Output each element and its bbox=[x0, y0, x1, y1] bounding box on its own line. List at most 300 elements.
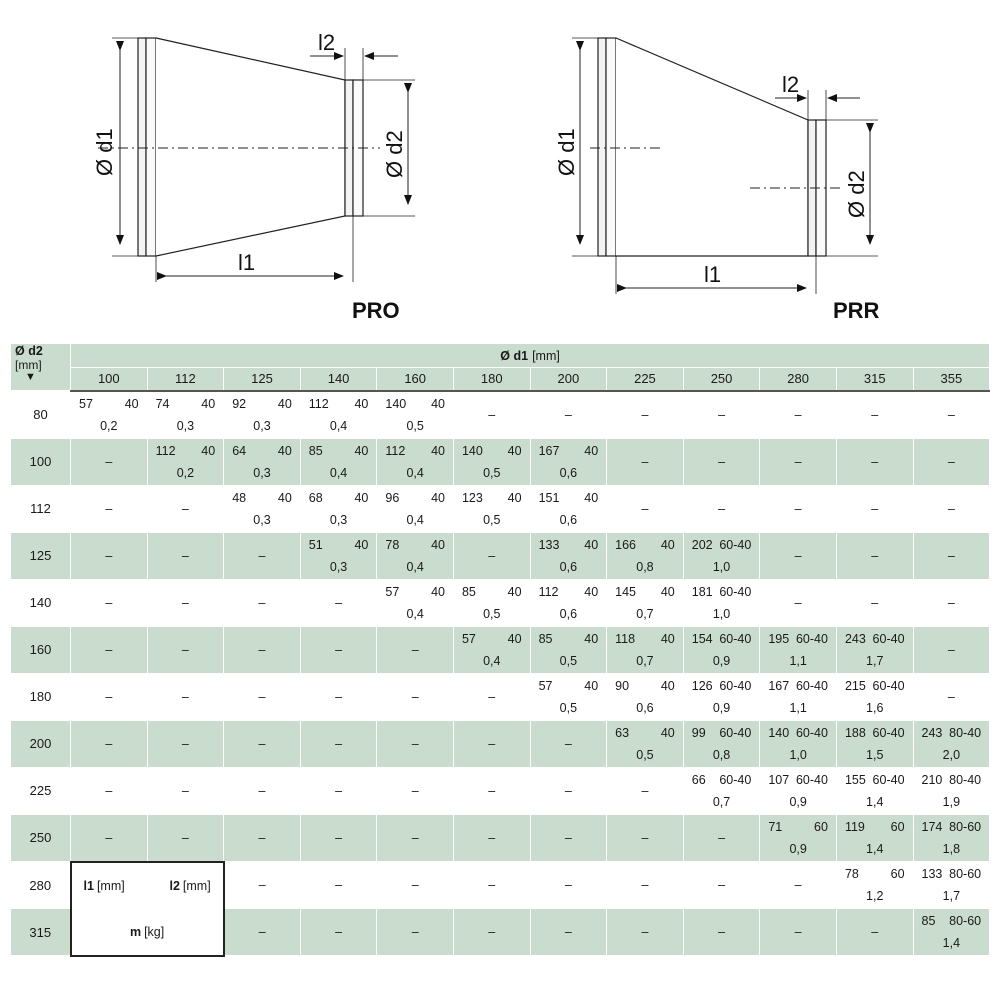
table-cell-empty: – bbox=[224, 532, 301, 579]
table-row bbox=[11, 767, 990, 814]
cell-l2-value: 40 bbox=[584, 490, 599, 505]
cell-l2-value: 60-40 bbox=[795, 631, 828, 646]
cell-l1-value: 51 bbox=[308, 537, 323, 552]
table-cell-empty: – bbox=[300, 673, 377, 720]
dimensions-table-container bbox=[10, 343, 990, 957]
table-cell-empty: – bbox=[224, 626, 301, 673]
table-cell-empty: – bbox=[71, 579, 148, 626]
cell-l1-value: 66 bbox=[691, 772, 706, 787]
table-cell bbox=[836, 673, 913, 720]
cell-l1-value: 96 bbox=[385, 490, 400, 505]
cell-mass-value: 0,5 bbox=[559, 700, 578, 715]
cell-l1-value: 243 bbox=[921, 725, 943, 740]
cell-mass-value: 1,5 bbox=[866, 747, 884, 762]
row-header-d2-80: 80 bbox=[11, 391, 71, 439]
legend-l1 bbox=[84, 879, 125, 893]
table-cell bbox=[530, 485, 607, 532]
prr-d2-label: Ø d2 bbox=[844, 170, 869, 218]
table-cell bbox=[683, 720, 760, 767]
table-cell-empty: – bbox=[147, 532, 224, 579]
cell-l1-value: 140 bbox=[461, 443, 483, 458]
table-row bbox=[11, 532, 990, 579]
table-cell-empty: – bbox=[377, 862, 454, 909]
cell-l1-value: 99 bbox=[691, 725, 706, 740]
cell-l1-value: 78 bbox=[385, 537, 400, 552]
cell-l1-value: 151 bbox=[538, 490, 560, 505]
table-cell-empty: – bbox=[147, 673, 224, 720]
cell-mass-value: 0,3 bbox=[329, 512, 348, 527]
table-cell bbox=[300, 438, 377, 485]
table-cell-empty: – bbox=[71, 485, 148, 532]
table-cell-empty: – bbox=[147, 814, 224, 862]
column-header-d1-315: 315 bbox=[836, 368, 913, 391]
table-cell-empty: – bbox=[760, 438, 837, 485]
cell-mass-value: 1,7 bbox=[942, 889, 961, 903]
table-cell bbox=[836, 626, 913, 673]
cell-mass-value: 0,9 bbox=[712, 700, 731, 715]
table-cell-empty: – bbox=[224, 673, 301, 720]
table-cell bbox=[683, 626, 760, 673]
table-cell bbox=[607, 626, 684, 673]
cell-mass-value: 1,6 bbox=[866, 700, 884, 715]
cell-mass-value: 0,8 bbox=[636, 559, 654, 574]
cell-l2-value: 40 bbox=[277, 490, 292, 505]
row-header-d2-100: 100 bbox=[11, 438, 71, 485]
cell-mass-value: 0,9 bbox=[712, 653, 731, 668]
table-cell bbox=[453, 579, 530, 626]
table-cell-empty: – bbox=[836, 485, 913, 532]
table-cell-empty: – bbox=[300, 862, 377, 909]
cell-mass-value: 0,6 bbox=[559, 606, 578, 621]
cell-mass-value: 0,3 bbox=[253, 465, 271, 480]
cell-l2-value: 40 bbox=[201, 396, 216, 411]
table-cell bbox=[530, 438, 607, 485]
cell-l2-value: 60-40 bbox=[872, 725, 905, 740]
cell-l1-value: 126 bbox=[691, 678, 713, 693]
table-cell bbox=[71, 391, 148, 439]
table-cell bbox=[377, 579, 454, 626]
table-cell bbox=[224, 391, 301, 439]
table-cell-empty: – bbox=[147, 626, 224, 673]
cell-l2-value: 40 bbox=[124, 396, 139, 411]
table-cell-empty: – bbox=[683, 438, 760, 485]
legend-l2 bbox=[169, 879, 210, 893]
technical-drawings bbox=[0, 0, 1000, 340]
table-cell bbox=[913, 814, 990, 862]
table-cell-empty: – bbox=[300, 909, 377, 956]
table-cell-empty: – bbox=[300, 720, 377, 767]
table-cell-empty: – bbox=[224, 579, 301, 626]
table-cell-empty: – bbox=[836, 438, 913, 485]
cell-l2-value: 60-40 bbox=[872, 631, 905, 646]
table-cell-empty: – bbox=[683, 391, 760, 439]
table-cell bbox=[760, 814, 837, 862]
prr-l2-label: l2 bbox=[782, 72, 800, 97]
cell-mass-value: 1,4 bbox=[866, 842, 884, 856]
table-cell-empty: – bbox=[300, 579, 377, 626]
legend-l1-unit: [mm] bbox=[96, 878, 125, 893]
table-cell-empty: – bbox=[453, 814, 530, 862]
cell-l1-value: 85 bbox=[308, 443, 323, 458]
cell-l2-value: 40 bbox=[431, 584, 445, 599]
cell-mass-value: 1,9 bbox=[942, 794, 961, 809]
table-cell bbox=[530, 626, 607, 673]
table-cell-empty: – bbox=[913, 438, 990, 485]
cell-l2-value: 60-40 bbox=[795, 772, 828, 787]
cell-l2-value: 60-40 bbox=[719, 537, 752, 552]
table-row bbox=[11, 438, 990, 485]
cell-l1-value: 145 bbox=[615, 584, 637, 599]
cell-mass-value: 0,4 bbox=[406, 559, 424, 574]
pro-l2-label: l2 bbox=[318, 30, 336, 55]
cell-l2-value: 40 bbox=[584, 584, 599, 599]
cell-mass-value: 2,0 bbox=[942, 747, 961, 762]
table-cell-empty: – bbox=[607, 814, 684, 862]
table-cell bbox=[683, 579, 760, 626]
cell-l1-value: 112 bbox=[385, 443, 406, 458]
cell-mass-value: 0,5 bbox=[406, 418, 424, 433]
table-cell-empty: – bbox=[453, 862, 530, 909]
table-row bbox=[11, 720, 990, 767]
cell-l1-value: 167 bbox=[538, 443, 560, 458]
table-cell-empty: – bbox=[607, 767, 684, 814]
cell-mass-value: 1,1 bbox=[789, 653, 807, 668]
cell-l1-value: 140 bbox=[385, 396, 407, 411]
table-cell bbox=[913, 909, 990, 956]
cell-l2-value: 40 bbox=[584, 443, 599, 458]
table-cell bbox=[224, 438, 301, 485]
table-cell-empty: – bbox=[836, 391, 913, 439]
table-cell-empty: – bbox=[836, 909, 913, 956]
table-cell-empty: – bbox=[224, 909, 301, 956]
cell-l2-value: 60 bbox=[890, 867, 905, 881]
column-header-d1-355: 355 bbox=[913, 368, 990, 391]
table-cell-empty: – bbox=[530, 862, 607, 909]
legend-l2-unit: [mm] bbox=[182, 878, 211, 893]
legend-l2-symbol: l2 bbox=[169, 878, 180, 893]
table-row bbox=[11, 673, 990, 720]
cell-l2-value: 40 bbox=[660, 631, 675, 646]
cell-l1-value: 57 bbox=[538, 678, 553, 693]
pro-drawing bbox=[98, 38, 415, 282]
cell-l2-value: 40 bbox=[507, 490, 522, 505]
table-cell-empty: – bbox=[300, 626, 377, 673]
cell-l1-value: 215 bbox=[844, 678, 866, 693]
table-cell-empty: – bbox=[760, 579, 837, 626]
cell-mass-value: 0,7 bbox=[636, 606, 654, 621]
cell-mass-value: 0,6 bbox=[559, 559, 578, 574]
table-cell-empty: – bbox=[147, 485, 224, 532]
cell-mass-value: 1,0 bbox=[789, 747, 807, 762]
table-cell-empty: – bbox=[836, 532, 913, 579]
cell-l1-value: 85 bbox=[461, 584, 476, 599]
cell-l1-value: 107 bbox=[768, 772, 790, 787]
table-cell-empty: – bbox=[71, 814, 148, 862]
table-cell-empty: – bbox=[71, 626, 148, 673]
cell-mass-value: 0,5 bbox=[483, 512, 501, 527]
row-header-d2-140: 140 bbox=[11, 579, 71, 626]
cell-l2-value: 40 bbox=[507, 631, 522, 646]
table-cell-empty: – bbox=[913, 485, 990, 532]
legend-m-unit: [kg] bbox=[144, 924, 165, 939]
row-header-d2-125: 125 bbox=[11, 532, 71, 579]
cell-l1-value: 167 bbox=[768, 678, 790, 693]
column-header-d1-125: 125 bbox=[224, 368, 301, 391]
d1-header bbox=[71, 344, 990, 368]
cell-l1-value: 57 bbox=[461, 631, 476, 646]
row-header-d2-250: 250 bbox=[11, 814, 71, 862]
table-cell-empty: – bbox=[760, 391, 837, 439]
legend-box bbox=[71, 862, 224, 956]
cell-l1-value: 118 bbox=[615, 631, 636, 646]
column-header-d1-140: 140 bbox=[300, 368, 377, 391]
table-cell bbox=[760, 673, 837, 720]
prr-drawing bbox=[572, 38, 878, 294]
table-cell bbox=[147, 438, 224, 485]
table-row bbox=[11, 391, 990, 439]
cell-l2-value: 60-40 bbox=[795, 725, 828, 740]
table-cell-empty: – bbox=[530, 391, 607, 439]
table-cell-empty: – bbox=[683, 814, 760, 862]
table-cell-empty: – bbox=[71, 720, 148, 767]
cell-l1-value: 123 bbox=[461, 490, 483, 505]
table-cell bbox=[147, 391, 224, 439]
cell-l2-value: 40 bbox=[201, 443, 216, 458]
cell-l1-value: 188 bbox=[844, 725, 866, 740]
cell-mass-value: 1,8 bbox=[942, 842, 961, 856]
d2-header-label: Ø d2 bbox=[15, 344, 43, 358]
row-header-d2-112: 112 bbox=[11, 485, 71, 532]
table-cell-empty: – bbox=[377, 673, 454, 720]
pro-l1-label: l1 bbox=[238, 250, 256, 275]
cell-l2-value: 80-40 bbox=[949, 725, 982, 740]
prr-name: PRR bbox=[833, 298, 880, 323]
cell-l2-value: 60-40 bbox=[872, 678, 905, 693]
cell-l1-value: 90 bbox=[615, 678, 630, 693]
cell-l2-value: 40 bbox=[354, 443, 369, 458]
table-cell-empty: – bbox=[71, 673, 148, 720]
table-cell bbox=[760, 767, 837, 814]
prr-l1-label: l1 bbox=[704, 262, 722, 287]
table-cell-empty: – bbox=[760, 909, 837, 956]
table-cell bbox=[453, 438, 530, 485]
table-row bbox=[11, 626, 990, 673]
cell-mass-value: 0,6 bbox=[636, 700, 654, 715]
cell-l2-value: 40 bbox=[354, 490, 369, 505]
table-cell bbox=[760, 720, 837, 767]
table-cell-empty: – bbox=[913, 532, 990, 579]
table-cell bbox=[913, 862, 990, 909]
cell-l2-value: 40 bbox=[660, 725, 675, 740]
table-cell bbox=[836, 862, 913, 909]
cell-mass-value: 0,3 bbox=[253, 512, 271, 527]
cell-l2-value: 40 bbox=[277, 396, 292, 411]
table-cell bbox=[607, 673, 684, 720]
table-cell bbox=[453, 485, 530, 532]
table-cell-empty: – bbox=[607, 438, 684, 485]
table-cell-empty: – bbox=[760, 485, 837, 532]
cell-mass-value: 1,0 bbox=[712, 606, 731, 621]
table-cell bbox=[913, 767, 990, 814]
row-header-d2-225: 225 bbox=[11, 767, 71, 814]
table-cell bbox=[377, 532, 454, 579]
table-cell bbox=[300, 485, 377, 532]
column-header-d1-200: 200 bbox=[530, 368, 607, 391]
column-header-d1-100: 100 bbox=[71, 368, 148, 391]
cell-mass-value: 0,8 bbox=[712, 747, 731, 762]
cell-l1-value: 195 bbox=[768, 631, 790, 646]
table-cell-empty: – bbox=[147, 720, 224, 767]
table-cell-empty: – bbox=[683, 862, 760, 909]
table-cell-empty: – bbox=[913, 673, 990, 720]
table-cell-empty: – bbox=[530, 909, 607, 956]
cell-mass-value: 0,9 bbox=[789, 842, 807, 856]
cell-l2-value: 40 bbox=[354, 537, 369, 552]
table-cell bbox=[607, 579, 684, 626]
table-cell-empty: – bbox=[147, 767, 224, 814]
table-row bbox=[11, 814, 990, 862]
cell-l2-value: 60-40 bbox=[719, 631, 752, 646]
cell-mass-value: 0,3 bbox=[329, 559, 348, 574]
cell-l1-value: 119 bbox=[844, 819, 865, 834]
cell-l1-value: 57 bbox=[79, 396, 93, 411]
table-cell bbox=[836, 720, 913, 767]
cell-mass-value: 0,3 bbox=[176, 418, 195, 433]
cell-mass-value: 0,7 bbox=[636, 653, 654, 668]
d2-header bbox=[11, 344, 71, 391]
cell-mass-value: 0,4 bbox=[406, 606, 424, 621]
cell-l1-value: 243 bbox=[844, 631, 866, 646]
table-cell-empty: – bbox=[224, 767, 301, 814]
cell-mass-value: 0,4 bbox=[329, 465, 348, 480]
table-cell bbox=[683, 767, 760, 814]
table-cell-empty: – bbox=[377, 909, 454, 956]
cell-l2-value: 60-40 bbox=[719, 772, 752, 787]
cell-l1-value: 64 bbox=[232, 443, 247, 458]
cell-mass-value: 1,2 bbox=[866, 889, 884, 903]
cell-l2-value: 40 bbox=[660, 678, 675, 693]
cell-l1-value: 78 bbox=[844, 867, 859, 881]
row-header-d2-180: 180 bbox=[11, 673, 71, 720]
cell-mass-value: 0,6 bbox=[559, 465, 578, 480]
table-cell bbox=[530, 673, 607, 720]
table-cell-empty: – bbox=[913, 579, 990, 626]
cell-mass-value: 0,4 bbox=[406, 465, 424, 480]
cell-l2-value: 40 bbox=[277, 443, 292, 458]
table-cell-empty: – bbox=[453, 720, 530, 767]
cell-l2-value: 40 bbox=[507, 584, 522, 599]
table-cell-empty: – bbox=[224, 814, 301, 862]
cell-mass-value: 0,3 bbox=[253, 418, 271, 433]
cell-l1-value: 85 bbox=[921, 914, 936, 928]
table-cell-empty: – bbox=[377, 814, 454, 862]
table-cell-empty: – bbox=[300, 814, 377, 862]
cell-l2-value: 40 bbox=[660, 584, 675, 599]
cell-l2-value: 40 bbox=[431, 443, 445, 458]
table-row bbox=[11, 485, 990, 532]
table-cell bbox=[760, 626, 837, 673]
legend-mass bbox=[72, 925, 223, 939]
cell-l1-value: 202 bbox=[691, 537, 713, 552]
table-cell-empty: – bbox=[607, 909, 684, 956]
column-header-d1-112: 112 bbox=[147, 368, 224, 391]
cell-mass-value: 1,4 bbox=[866, 794, 884, 809]
table-cell-empty: – bbox=[453, 767, 530, 814]
cell-l2-value: 40 bbox=[584, 537, 599, 552]
column-header-d1-225: 225 bbox=[607, 368, 684, 391]
table-cell bbox=[377, 391, 454, 439]
d1-header-label: Ø d1 bbox=[500, 348, 529, 363]
table-cell bbox=[683, 532, 760, 579]
cell-l1-value: 140 bbox=[768, 725, 790, 740]
cell-l1-value: 210 bbox=[921, 772, 943, 787]
cell-l1-value: 181 bbox=[691, 584, 713, 599]
cell-l2-value: 40 bbox=[431, 396, 445, 411]
table-cell bbox=[607, 532, 684, 579]
cell-l1-value: 133 bbox=[538, 537, 560, 552]
table-cell-empty: – bbox=[300, 767, 377, 814]
cell-mass-value: 0,5 bbox=[636, 747, 654, 762]
table-cell bbox=[913, 720, 990, 767]
d1-header-unit: [mm] bbox=[532, 348, 560, 363]
cell-l1-value: 92 bbox=[232, 396, 247, 411]
table-cell-empty: – bbox=[683, 909, 760, 956]
column-header-d1-280: 280 bbox=[760, 368, 837, 391]
cell-mass-value: 0,4 bbox=[406, 512, 424, 527]
cell-l1-value: 71 bbox=[768, 819, 783, 834]
cell-l2-value: 40 bbox=[660, 537, 675, 552]
table-cell-empty: – bbox=[530, 720, 607, 767]
cell-l2-value: 80-60 bbox=[949, 819, 982, 834]
row-header-d2-160: 160 bbox=[11, 626, 71, 673]
table-cell-empty: – bbox=[683, 485, 760, 532]
column-header-d1-160: 160 bbox=[377, 368, 454, 391]
cell-mass-value: 0,5 bbox=[483, 606, 501, 621]
cell-l2-value: 60 bbox=[890, 819, 905, 834]
cell-l1-value: 48 bbox=[232, 490, 247, 505]
cell-mass-value: 0,4 bbox=[483, 653, 501, 668]
column-header-d1-250: 250 bbox=[683, 368, 760, 391]
cell-l1-value: 154 bbox=[691, 631, 713, 646]
row-header-d2-280: 280 bbox=[11, 862, 71, 909]
table-cell-empty: – bbox=[607, 391, 684, 439]
table-cell-empty: – bbox=[913, 626, 990, 673]
cell-l1-value: 74 bbox=[155, 396, 170, 411]
pro-d2-label: Ø d2 bbox=[382, 130, 407, 178]
table-cell bbox=[224, 485, 301, 532]
table-cell-empty: – bbox=[71, 438, 148, 485]
cell-mass-value: 0,2 bbox=[100, 418, 118, 433]
table-row bbox=[11, 862, 990, 909]
cell-l2-value: 60-40 bbox=[719, 584, 752, 599]
table-cell-empty: – bbox=[453, 673, 530, 720]
cell-mass-value: 1,0 bbox=[712, 559, 731, 574]
table-cell-empty: – bbox=[760, 532, 837, 579]
cell-mass-value: 0,2 bbox=[176, 465, 195, 480]
d2-header-unit: [mm] bbox=[15, 358, 42, 372]
cell-l1-value: 166 bbox=[615, 537, 637, 552]
table-cell bbox=[683, 673, 760, 720]
pro-name: PRO bbox=[352, 298, 400, 323]
table-cell bbox=[300, 532, 377, 579]
prr-d1-label: Ø d1 bbox=[554, 128, 579, 176]
row-header-d2-200: 200 bbox=[11, 720, 71, 767]
table-cell-empty: – bbox=[453, 909, 530, 956]
cell-mass-value: 0,5 bbox=[559, 653, 578, 668]
cell-mass-value: 0,7 bbox=[712, 794, 731, 809]
table-cell-empty: – bbox=[377, 720, 454, 767]
cell-mass-value: 0,4 bbox=[329, 418, 348, 433]
